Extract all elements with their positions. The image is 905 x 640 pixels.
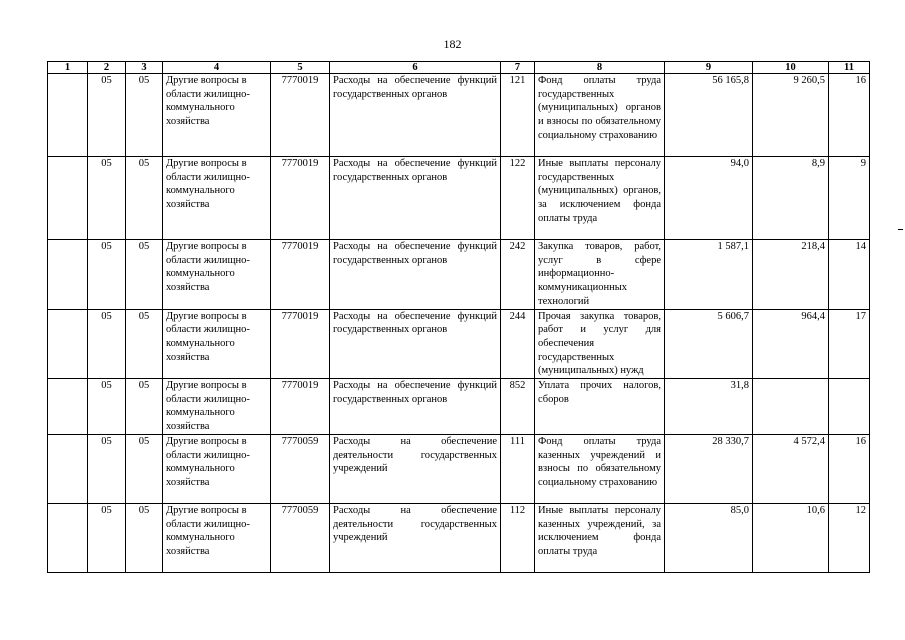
cell-executed: 218,4: [753, 240, 829, 310]
cell-target-code: 7770019: [271, 74, 330, 157]
cell-amount: 1 587,1: [665, 240, 753, 310]
cell-executed: [753, 379, 829, 435]
cell-expense-code: 244: [501, 309, 535, 379]
cell-target-name: Расходы на обеспечение функций государственных органов: [330, 379, 501, 435]
cell-executed: 10,6: [753, 503, 829, 572]
cell-expense-code: 111: [501, 434, 535, 503]
cell-subsection: 05: [126, 240, 163, 310]
cell-section-name: Другие вопросы в области жилищно-коммунального хозяйства: [163, 434, 271, 503]
cell-expense-code: 242: [501, 240, 535, 310]
cell-executed: 8,9: [753, 157, 829, 240]
cell-target-name: Расходы на обеспечение деятельности государственных учреждений: [330, 434, 501, 503]
cell-expense-name: Иные выплаты персоналу государственных (муниципальных) органов, за исключением фонда оплаты труда: [535, 157, 665, 240]
cell-percent: 16: [829, 74, 870, 157]
cell-subsection: 05: [126, 503, 163, 572]
cell-amount: 28 330,7: [665, 434, 753, 503]
cell-amount: 94,0: [665, 157, 753, 240]
cell-col1: [48, 379, 88, 435]
cell-section: 05: [88, 434, 126, 503]
cell-expense-name: Закупка товаров, работ, услуг в сфере информационно-коммуникационных технологий: [535, 240, 665, 310]
cell-executed: 964,4: [753, 309, 829, 379]
cell-section-name: Другие вопросы в области жилищно-коммунального хозяйства: [163, 74, 271, 157]
cell-section-name: Другие вопросы в области жилищно-коммунального хозяйства: [163, 379, 271, 435]
table-row: [48, 309, 870, 379]
cell-col1: [48, 434, 88, 503]
cell-subsection: 05: [126, 379, 163, 435]
cell-executed: 4 572,4: [753, 434, 829, 503]
cell-percent: 9: [829, 157, 870, 240]
table-row: [48, 434, 870, 503]
table-header-row: [48, 62, 870, 74]
table-row: [48, 74, 870, 157]
cell-expense-name: Фонд оплаты труда государственных (муниципальных) органов и взносы по обязательному социальному страхованию: [535, 74, 665, 157]
cell-expense-name: Фонд оплаты труда казенных учреждений и взносы по обязательному социальному страхованию: [535, 434, 665, 503]
cell-section: 05: [88, 240, 126, 310]
page-number: 182: [443, 37, 462, 51]
cell-section: 05: [88, 503, 126, 572]
cell-subsection: 05: [126, 434, 163, 503]
cell-expense-code: 122: [501, 157, 535, 240]
cell-expense-name: Иные выплаты персоналу казенных учреждений, за исключением фонда оплаты труда: [535, 503, 665, 572]
cell-percent: 17: [829, 309, 870, 379]
cell-expense-code: 112: [501, 503, 535, 572]
cell-section: 05: [88, 379, 126, 435]
margin-mark: [898, 229, 903, 230]
cell-subsection: 05: [126, 157, 163, 240]
cell-target-code: 7770019: [271, 157, 330, 240]
cell-section-name: Другие вопросы в области жилищно-коммунального хозяйства: [163, 503, 271, 572]
col-header: 3: [126, 62, 163, 74]
table-row: [48, 379, 870, 435]
cell-amount: 85,0: [665, 503, 753, 572]
cell-section: 05: [88, 74, 126, 157]
cell-target-name: Расходы на обеспечение функций государственных органов: [330, 240, 501, 310]
cell-target-code: 7770019: [271, 240, 330, 310]
cell-percent: [829, 379, 870, 435]
cell-section-name: Другие вопросы в области жилищно-коммунального хозяйства: [163, 157, 271, 240]
table-row: [48, 240, 870, 310]
cell-expense-code: 852: [501, 379, 535, 435]
cell-amount: 31,8: [665, 379, 753, 435]
col-header: 5: [271, 62, 330, 74]
cell-expense-code: 121: [501, 74, 535, 157]
col-header: 2: [88, 62, 126, 74]
cell-executed: 9 260,5: [753, 74, 829, 157]
cell-section: 05: [88, 309, 126, 379]
cell-amount: 5 606,7: [665, 309, 753, 379]
cell-expense-name: Уплата прочих налогов, сборов: [535, 379, 665, 435]
col-header: 10: [753, 62, 829, 74]
cell-col1: [48, 74, 88, 157]
cell-section-name: Другие вопросы в области жилищно-коммунального хозяйства: [163, 240, 271, 310]
cell-target-name: Расходы на обеспечение деятельности государственных учреждений: [330, 503, 501, 572]
cell-col1: [48, 503, 88, 572]
cell-target-code: 7770019: [271, 309, 330, 379]
cell-target-name: Расходы на обеспечение функций государственных органов: [330, 157, 501, 240]
cell-percent: 16: [829, 434, 870, 503]
col-header: 7: [501, 62, 535, 74]
cell-target-name: Расходы на обеспечение функций государственных органов: [330, 309, 501, 379]
table-row: [48, 157, 870, 240]
cell-subsection: 05: [126, 309, 163, 379]
budget-table: [47, 61, 870, 573]
cell-section-name: Другие вопросы в области жилищно-коммунального хозяйства: [163, 309, 271, 379]
cell-col1: [48, 157, 88, 240]
col-header: 6: [330, 62, 501, 74]
table-row: [48, 503, 870, 572]
cell-percent: 12: [829, 503, 870, 572]
cell-percent: 14: [829, 240, 870, 310]
cell-target-name: Расходы на обеспечение функций государственных органов: [330, 74, 501, 157]
col-header: 4: [163, 62, 271, 74]
cell-target-code: 7770059: [271, 503, 330, 572]
cell-subsection: 05: [126, 74, 163, 157]
cell-amount: 56 165,8: [665, 74, 753, 157]
cell-col1: [48, 309, 88, 379]
col-header: 8: [535, 62, 665, 74]
cell-col1: [48, 240, 88, 310]
cell-target-code: 7770019: [271, 379, 330, 435]
cell-section: 05: [88, 157, 126, 240]
col-header: 9: [665, 62, 753, 74]
cell-expense-name: Прочая закупка товаров, работ и услуг для обеспечения государственных (муниципальных) нужд: [535, 309, 665, 379]
cell-target-code: 7770059: [271, 434, 330, 503]
col-header: 1: [48, 62, 88, 74]
col-header: 11: [829, 62, 870, 74]
